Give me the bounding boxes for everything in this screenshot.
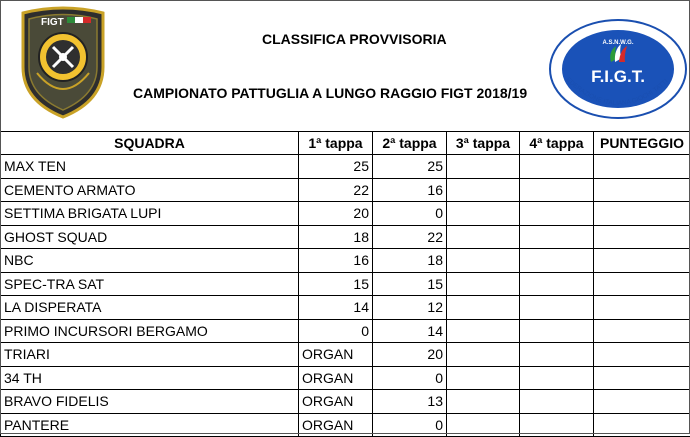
score-tappa-4 [520,155,594,179]
score-tappa-2: 25 [373,155,447,179]
score-tappa-3 [447,343,520,367]
table-row [1,178,690,202]
score-tappa-3 [447,202,520,226]
standings-table [0,131,690,437]
score-tappa-2: 0 [373,202,447,226]
table-row [1,225,690,249]
score-tappa-2: 13 [373,390,447,414]
table-row [1,249,690,273]
score-tappa-1: 25 [299,155,373,179]
total-score [594,390,690,414]
score-tappa-4 [520,225,594,249]
table-row [1,296,690,320]
score-tappa-1: 15 [299,272,373,296]
total-score [594,202,690,226]
score-tappa-1: 22 [299,178,373,202]
score-tappa-4 [520,413,594,437]
figt-federation-logo [548,18,688,120]
team-name: MAX TEN [1,155,299,179]
team-name: PRIMO INCURSORI BERGAMO [1,319,299,343]
total-score [594,155,690,179]
total-score [594,178,690,202]
score-tappa-2: 14 [373,319,447,343]
score-tappa-4 [520,296,594,320]
score-tappa-4 [520,249,594,273]
total-score [594,296,690,320]
table-row [1,366,690,390]
team-name: CEMENTO ARMATO [1,178,299,202]
score-tappa-3 [447,225,520,249]
score-tappa-1: 16 [299,249,373,273]
score-tappa-3 [447,249,520,273]
score-tappa-4 [520,390,594,414]
total-score [594,225,690,249]
total-score [594,272,690,296]
score-tappa-2: 18 [373,249,447,273]
score-tappa-3 [447,390,520,414]
column-header-tappa-1: 1ª tappa [299,132,373,155]
score-tappa-3 [447,366,520,390]
team-name: GHOST SQUAD [1,225,299,249]
score-tappa-2: 15 [373,272,447,296]
column-header-punteggio: PUNTEGGIO [594,132,690,155]
score-tappa-1: ORGAN [299,366,373,390]
team-name: NBC [1,249,299,273]
logo-right-main-text: F.I.G.T. [591,67,645,86]
team-name: TRIARI [1,343,299,367]
score-tappa-2: 0 [373,413,447,437]
score-tappa-2: 22 [373,225,447,249]
score-tappa-1: 14 [299,296,373,320]
score-tappa-4 [520,178,594,202]
header [0,0,690,131]
score-tappa-3 [447,413,520,437]
score-tappa-1: ORGAN [299,413,373,437]
score-tappa-2: 20 [373,343,447,367]
score-tappa-1: 0 [299,319,373,343]
score-tappa-3 [447,296,520,320]
column-header-tappa-4: 4ª tappa [520,132,594,155]
total-score [594,319,690,343]
score-tappa-4 [520,366,594,390]
team-name: PANTERE [1,413,299,437]
table-row [1,319,690,343]
column-header-tappa-2: 2ª tappa [373,132,447,155]
score-tappa-2: 16 [373,178,447,202]
score-tappa-1: 18 [299,225,373,249]
table-row [1,202,690,226]
figt-lombardia-logo [17,5,109,120]
column-header-squadra: SQUADRA [1,132,299,155]
page-subtitle: CAMPIONATO PATTUGLIA A LUNGO RAGGIO FIGT 2018/19 [133,85,527,101]
page-title: CLASSIFICA PROVVISORIA [262,31,447,47]
team-name: SETTIMA BRIGATA LUPI [1,202,299,226]
score-tappa-3 [447,272,520,296]
score-tappa-4 [520,319,594,343]
logo-left-top-text: FIGT [41,17,64,28]
team-name: LA DISPERATA [1,296,299,320]
total-score [594,366,690,390]
score-tappa-4 [520,272,594,296]
logo-right-small-text: A.S.N.W.G. [602,40,633,46]
total-score [594,249,690,273]
table-row [1,272,690,296]
column-header-tappa-3: 3ª tappa [447,132,520,155]
team-name: SPEC-TRA SAT [1,272,299,296]
score-tappa-2: 0 [373,366,447,390]
score-tappa-3 [447,319,520,343]
score-tappa-2: 12 [373,296,447,320]
team-name: BRAVO FIDELIS [1,390,299,414]
table-row [1,413,690,437]
total-score [594,343,690,367]
table-row [1,343,690,367]
score-tappa-3 [447,178,520,202]
table-header-row [1,132,690,155]
team-name: 34 TH [1,366,299,390]
score-tappa-3 [447,155,520,179]
score-tappa-1: 20 [299,202,373,226]
score-tappa-1: ORGAN [299,390,373,414]
table-row [1,390,690,414]
score-tappa-4 [520,202,594,226]
logo-right-ring-text: EDERAZIONE ITALIANA GIOCHI TATTI [548,18,670,107]
table-row [1,155,690,179]
score-tappa-4 [520,343,594,367]
score-tappa-1: ORGAN [299,343,373,367]
total-score [594,413,690,437]
